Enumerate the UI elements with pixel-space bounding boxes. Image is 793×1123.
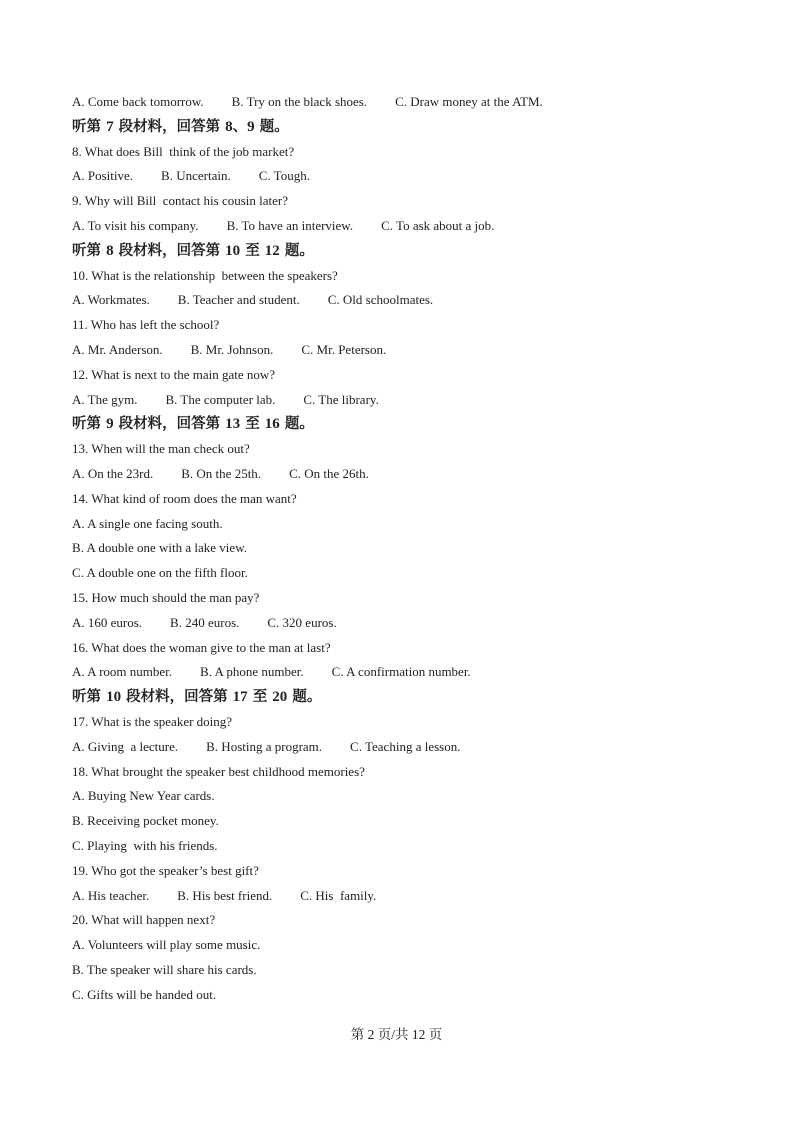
section-heading-part: 题。 — [279, 416, 314, 433]
answer-options — [72, 168, 310, 184]
question-text: 13. When will the man check out? — [72, 441, 250, 457]
section-heading-part: 段材料，回答第 — [113, 118, 226, 135]
answer-options — [72, 466, 369, 482]
question-text: B. Receiving pocket money. — [72, 813, 219, 829]
answer-option: B. A phone number. — [200, 664, 304, 680]
answer-options — [72, 615, 337, 631]
answer-option: A. Workmates. — [72, 292, 150, 308]
answer-option: A. To visit his company. — [72, 218, 199, 233]
section-heading-part: 16 — [264, 416, 280, 433]
section-heading-part: 9 — [247, 118, 255, 135]
question-text: A. Volunteers will play some music. — [72, 937, 261, 953]
section-heading-part: 至 — [240, 242, 265, 259]
page-footer: 第 2 页/共 12 页 — [350, 1027, 443, 1042]
answer-option: B. On the 25th. — [181, 466, 262, 481]
question-text: 19. Who got the speaker’s best gift? — [72, 862, 259, 878]
section-heading-part: 7 — [106, 118, 114, 135]
answer-option: A. 160 euros. — [72, 614, 143, 630]
answer-option: C. To ask about a job. — [381, 218, 495, 233]
answer-option: A. Positive. — [72, 168, 134, 184]
answer-option: B. Teacher and student. — [177, 292, 300, 308]
question-text: 9. Why will Bill contact his cousin later? — [72, 193, 289, 209]
answer-options — [72, 94, 543, 110]
question-text: 17. What is the speaker doing? — [72, 714, 233, 729]
answer-option: B. His best friend. — [177, 887, 273, 903]
section-heading-part: 题。 — [287, 689, 322, 706]
question-text: 16. What does the woman give to the man at last? — [72, 639, 331, 655]
answer-option: A. Come back tomorrow. — [72, 94, 204, 109]
question-text: A. Buying New Year cards. — [72, 788, 215, 804]
section-heading-part: 10 — [225, 242, 241, 259]
section-heading-part: 8 — [106, 242, 114, 259]
section-heading-part: 听第 — [72, 416, 107, 433]
answer-option: B. Uncertain. — [161, 168, 231, 184]
section-heading-part: 题。 — [279, 242, 314, 259]
answer-options — [72, 392, 379, 408]
answer-option: B. Hosting a program. — [206, 738, 323, 754]
section-heading-part: 17 — [232, 689, 248, 706]
question-text: 10. What is the relationship between the speakers? — [72, 267, 338, 283]
section-heading — [72, 415, 314, 433]
question-text: 20. What will happen next? — [72, 912, 216, 928]
section-heading-part: 段材料，回答第 — [121, 689, 233, 706]
answer-option: C. On the 26th. — [289, 466, 369, 481]
answer-option: C. Tough. — [258, 168, 310, 184]
answer-option: A. Giving a lecture. — [72, 738, 179, 754]
section-heading — [72, 118, 289, 136]
question-text: 8. What does Bill think of the job market? — [72, 143, 295, 159]
section-heading-part: 13 — [225, 416, 241, 433]
answer-option: B. Try on the black shoes. — [231, 94, 368, 109]
section-heading-part: 听第 — [72, 242, 107, 259]
answer-options — [72, 888, 376, 904]
section-heading-part: 听第 — [72, 689, 107, 706]
answer-option: A. Mr. Anderson. — [72, 342, 163, 357]
answer-options — [72, 739, 460, 755]
answer-option: C. A confirmation number. — [331, 664, 471, 680]
answer-option: C. Teaching a lesson. — [350, 738, 461, 754]
question-text: 15. How much should the man pay? — [72, 590, 260, 605]
answer-options — [72, 292, 433, 308]
answer-option: A. On the 23rd. — [72, 466, 154, 481]
question-text: 11. Who has left the school? — [72, 317, 220, 333]
section-heading-part: 至 — [247, 689, 273, 706]
question-text: A. A single one facing south. — [72, 515, 223, 531]
question-text: B. A double one with a lake view. — [72, 540, 247, 556]
answer-option: A. The gym. — [72, 391, 138, 407]
answer-option: A. A room number. — [72, 664, 173, 680]
section-heading-part: 段材料，回答第 — [113, 416, 226, 433]
answer-option: C. 320 euros. — [267, 614, 337, 630]
answer-option: B. The computer lab. — [165, 391, 276, 407]
section-heading-part: 20 — [272, 689, 288, 706]
section-heading-part: 至 — [240, 416, 265, 433]
section-heading-part: 10 — [106, 689, 122, 706]
section-heading-part: 9 — [106, 416, 114, 433]
question-text: B. The speaker will share his cards. — [72, 962, 257, 977]
section-heading-part: 段材料，回答第 — [113, 242, 226, 259]
section-heading-part: 、 — [232, 118, 248, 135]
section-heading-part: 8 — [225, 118, 233, 135]
answer-option: C. Draw money at the ATM. — [395, 94, 543, 109]
section-heading — [72, 242, 314, 260]
question-text: 14. What kind of room does the man want? — [72, 490, 297, 506]
answer-option: C. Mr. Peterson. — [301, 342, 387, 357]
answer-option: A. His teacher. — [72, 887, 150, 903]
answer-options — [72, 342, 386, 358]
section-heading — [72, 688, 321, 706]
answer-option: C. Old schoolmates. — [327, 292, 434, 308]
section-heading-part: 听第 — [72, 118, 107, 135]
question-text: 18. What brought the speaker best childhood memories? — [72, 763, 365, 779]
answer-option: B. To have an interview. — [226, 218, 354, 233]
answer-option: C. His family. — [300, 887, 377, 903]
question-text: C. Playing with his friends. — [72, 838, 218, 853]
answer-options — [72, 218, 494, 234]
section-heading-part: 12 — [264, 242, 280, 259]
section-heading-part: 题。 — [254, 118, 289, 135]
question-text: C. A double one on the fifth floor. — [72, 565, 248, 581]
answer-option: C. The library. — [303, 391, 379, 407]
question-text: C. Gifts will be handed out. — [72, 986, 217, 1002]
answer-option: B. Mr. Johnson. — [190, 342, 274, 357]
question-text: 12. What is next to the main gate now? — [72, 366, 276, 382]
answer-option: B. 240 euros. — [170, 614, 240, 630]
answer-options — [72, 664, 471, 680]
